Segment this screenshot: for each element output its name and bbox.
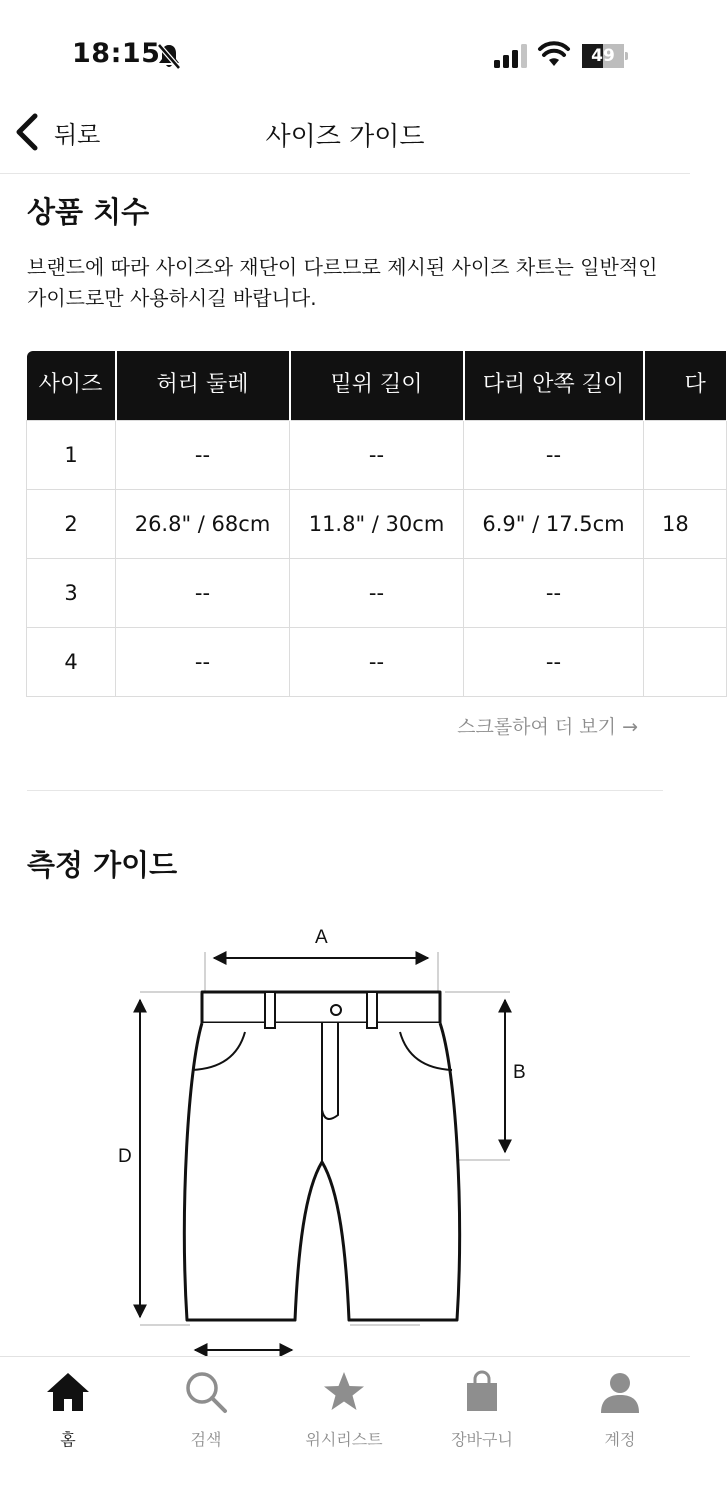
table-cell (644, 627, 727, 696)
nav-header (0, 96, 690, 174)
table-header-cell: 허리 둘레 (116, 351, 290, 420)
table-cell (644, 558, 727, 627)
page-title: 사이즈 가이드 (265, 122, 425, 152)
table-header-cell: 사이즈 (27, 351, 116, 420)
table-cell: 2 (27, 489, 116, 558)
table-cell (644, 420, 727, 489)
table-row (27, 627, 727, 696)
tab-cart[interactable] (422, 1369, 542, 1459)
table-cell: 4 (27, 627, 116, 696)
tab-home[interactable] (8, 1369, 128, 1459)
table-cell: 26.8" / 68cm (116, 489, 290, 558)
table-header-row (27, 351, 727, 420)
table-row (27, 558, 727, 627)
wifi-icon (538, 42, 570, 68)
scroll-hint: 스크롤하여 더 보기 → (457, 716, 638, 738)
table-cell: 1 (27, 420, 116, 489)
label-a: A (315, 927, 328, 948)
table-header-cell: 밑위 길이 (290, 351, 464, 420)
table-cell: -- (464, 420, 644, 489)
tab-label: 장바구니 (451, 1430, 513, 1449)
label-d: D (118, 1146, 132, 1167)
measure-guide-title: 측정 가이드 (27, 848, 178, 882)
home-icon (45, 1369, 91, 1415)
tab-label: 검색 (190, 1430, 222, 1449)
tab-label: 홈 (60, 1430, 76, 1449)
star-icon (321, 1369, 367, 1415)
table-cell: 11.8" / 30cm (290, 489, 464, 558)
table-cell: -- (116, 627, 290, 696)
table-header-cell: 다리 안쪽 길이 (464, 351, 644, 420)
status-bar (0, 0, 690, 110)
cellular-signal-icon (494, 44, 528, 68)
table-cell: 18 (644, 489, 727, 558)
table-row (27, 489, 727, 558)
status-time: 18:15 (72, 38, 161, 69)
table-cell: -- (290, 627, 464, 696)
tab-wishlist[interactable] (284, 1369, 404, 1459)
table-row (27, 420, 727, 489)
table-header-cell: 다 (644, 351, 727, 420)
table-cell: -- (290, 420, 464, 489)
table-cell: 6.9" / 17.5cm (464, 489, 644, 558)
table-cell: -- (290, 558, 464, 627)
battery-indicator (582, 44, 628, 68)
table-cell: -- (464, 627, 644, 696)
table-cell: -- (116, 558, 290, 627)
shopping-bag-icon (459, 1369, 505, 1415)
size-table-scroll-container[interactable] (26, 351, 706, 696)
tab-search[interactable] (146, 1369, 266, 1459)
shorts-measurement-diagram (100, 910, 560, 1360)
size-table (26, 351, 728, 697)
label-b: B (513, 1062, 526, 1083)
section-divider (27, 790, 663, 791)
table-cell: -- (116, 420, 290, 489)
battery-percent: 49 (591, 46, 615, 66)
table-cell: -- (464, 558, 644, 627)
product-size-title: 상품 치수 (27, 195, 150, 229)
tab-account[interactable] (560, 1369, 680, 1459)
bell-slash-icon (156, 42, 182, 70)
size-description: 브랜드에 따라 사이즈와 재단이 다르므로 제시된 사이즈 차트는 일반적인 가이드로만 사용하시길 바랍니다. (27, 255, 658, 310)
tab-label: 위시리스트 (305, 1430, 383, 1449)
tab-label: 계정 (604, 1430, 636, 1449)
tab-bar (0, 1356, 690, 1500)
table-cell: 3 (27, 558, 116, 627)
back-label: 뒤로 (54, 120, 101, 149)
search-icon (183, 1369, 229, 1415)
person-icon (597, 1369, 643, 1415)
